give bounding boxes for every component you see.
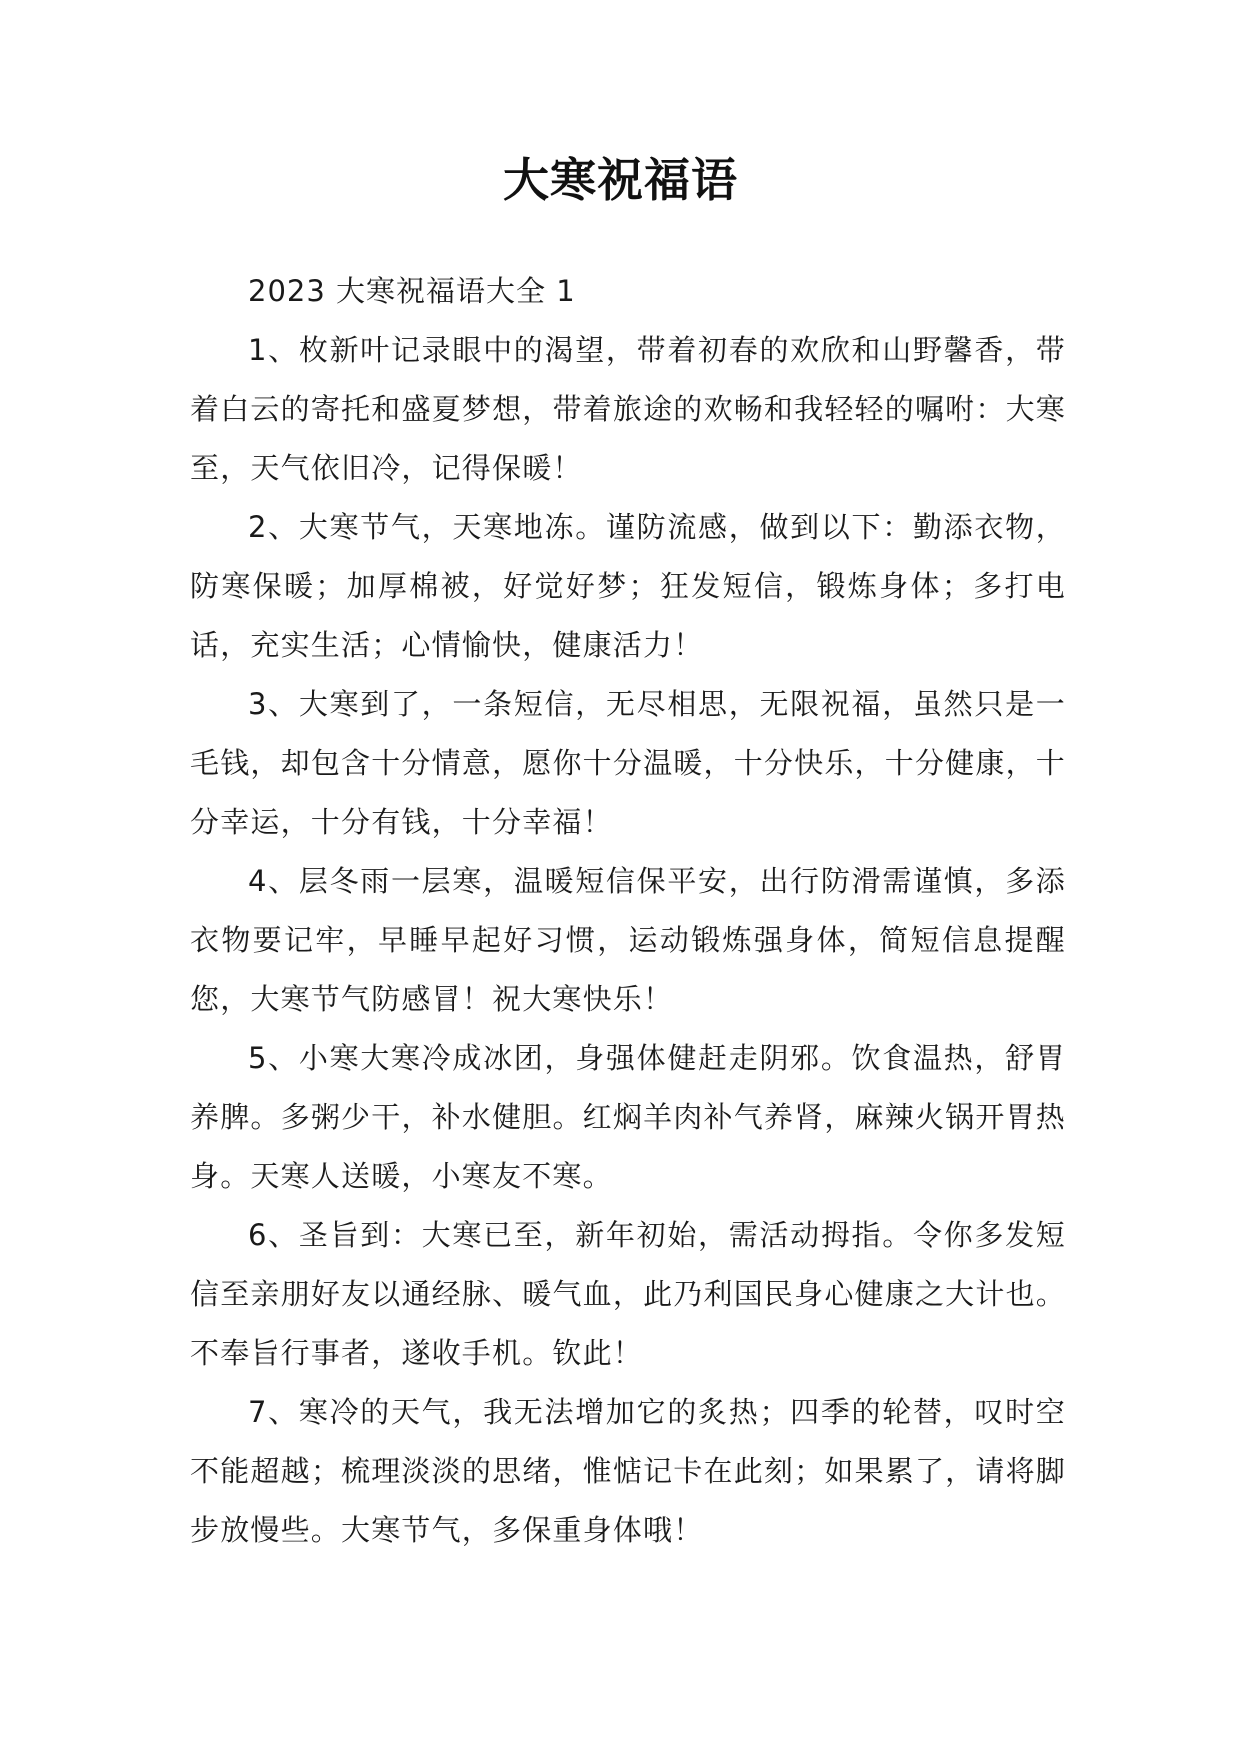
paragraph-7: 7、寒冷的天气，我无法增加它的炙热；四季的轮替，叹时空不能超越；梳理淡淡的思绪，惟惦记卡在此刻；如果累了，请将脚步放慢些。大寒节气，多保重身体哦！ xyxy=(190,1395,1066,1547)
document-title: 大寒祝福语 xyxy=(503,153,738,207)
paragraph-3: 3、大寒到了，一条短信，无尽相思，无限祝福，虽然只是一毛钱，却包含十分情意，愿你十分温暖，十分快乐，十分健康，十分幸运，十分有钱，十分幸福！ xyxy=(190,687,1066,839)
document-body xyxy=(190,262,1066,1560)
paragraph-4: 4、层冬雨一层寒，温暖短信保平安，出行防滑需谨慎，多添衣物要记牢，早睡早起好习惯，运动锻炼强身体，简短信息提醒您，大寒节气防感冒！祝大寒快乐！ xyxy=(190,864,1066,1016)
paragraph-2: 2、大寒节气，天寒地冻。谨防流感，做到以下：勤添衣物，防寒保暖；加厚棉被，好觉好梦；狂发短信，锻炼身体；多打电话，充实生活；心情愉快，健康活力！ xyxy=(190,510,1066,662)
paragraph-5: 5、小寒大寒冷成冰团，身强体健赶走阴邪。饮食温热，舒胃养脾。多粥少干，补水健胆。红焖羊肉补气养肾，麻辣火锅开胃热身。天寒人送暖，小寒友不寒。 xyxy=(190,1041,1066,1193)
paragraph-6: 6、圣旨到：大寒已至，新年初始，需活动拇指。令你多发短信至亲朋好友以通经脉、暖气血，此乃利国民身心健康之大计也。不奉旨行事者，遂收手机。钦此！ xyxy=(190,1218,1066,1370)
section-heading: 2023 大寒祝福语大全 1 xyxy=(248,274,576,308)
paragraph-1: 1、枚新叶记录眼中的渴望，带着初春的欢欣和山野馨香，带着白云的寄托和盛夏梦想，带着旅途的欢畅和我轻轻的嘱咐：大寒至，天气依旧冷，记得保暖！ xyxy=(190,333,1066,485)
